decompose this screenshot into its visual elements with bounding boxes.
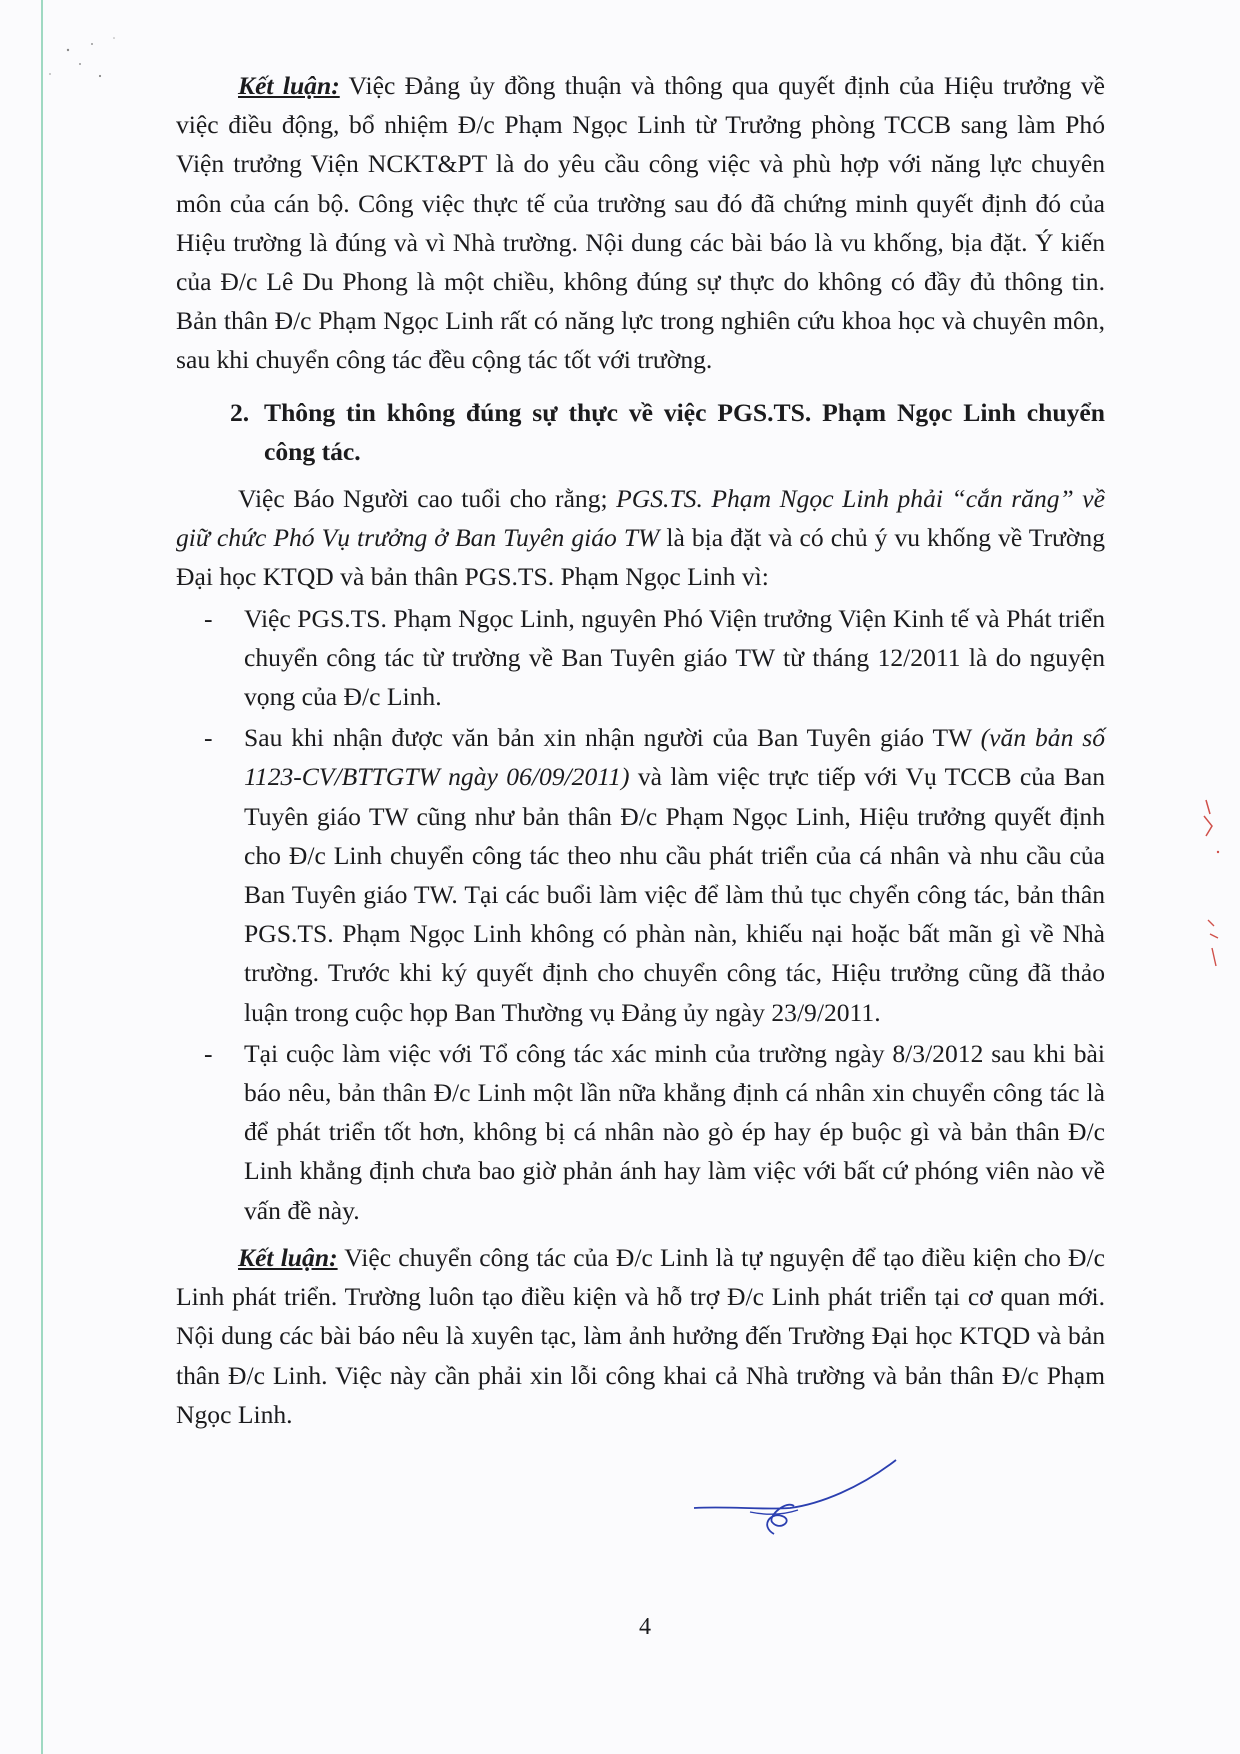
bullet-dash: - <box>204 1038 213 1068</box>
scan-speckles <box>30 30 120 100</box>
left-margin-rule <box>41 0 43 1754</box>
bullet-dash: - <box>204 723 213 753</box>
stamp-edge-mark <box>1198 914 1232 974</box>
intro-text-before: Việc Báo Người cao tuổi cho rằng; <box>238 484 617 514</box>
intro-text-after: là bịa đặt và có chủ ý vu khống về Trường Đại học KTQD và bản thân PGS.TS. Phạm Ngọc Linh vì: <box>176 523 1105 592</box>
conclusion-label: Kết luận: <box>238 71 340 100</box>
bullet-text: Việc PGS.TS. Phạm Ngọc Linh, nguyên Phó Viện trưởng Viện Kinh tế và Phát triển chuyển công tác từ trường về Ban Tuyên giáo TW từ tháng 12/2011 là do nguyện vọng của Đ/c Linh. <box>244 603 1105 712</box>
conclusion-text: Việc chuyển công tác của Đ/c Linh là tự nguyện để tạo điều kiện cho Đ/c Linh phát triển. Trường luôn tạo điều kiện và hỗ trợ Đ/c Linh phát triển tại cơ quan mới. Nội dung các bài báo nêu là xuyên tạc, làm ảnh hưởng đến Trường Đại học KTQD và bản thân Đ/c Linh. Việc này cần phải xin lỗi công khai cả Nhà trường và bản thân Đ/c Phạm Ngọc Linh. <box>176 1242 1105 1429</box>
conclusion-paragraph-1 <box>176 66 1105 380</box>
bullet-dash: - <box>204 603 213 633</box>
document-page <box>176 66 1105 1434</box>
section-number: 2. <box>230 397 250 427</box>
bullet-text-after: và làm việc trực tiếp với Vụ TCCB của Ban Tuyên giáo TW cũng như bản thân Đ/c Phạm Ngọc Linh, Hiệu trưởng quyết định cho Đ/c Linh chuyển công tác theo nhu cầu phát triển của cá nhân và nhu cầu của Ban Tuyên giáo TW. Tại các buổi làm việc để làm thủ tục chyển công tác, bản thân PGS.TS. Phạm Ngọc Linh không có phàn nàn, khiếu nại hoặc bất mãn gì về Nhà trường. Trước khi ký quyết định cho chuyển công tác, Hiệu trưởng cũng đã thảo luận trong cuộc họp Ban Thường vụ Đảng ủy ngày 23/9/2011. <box>244 762 1105 1027</box>
intro-quote: PGS.TS. Phạm Ngọc Linh phải “cắn răng” về giữ chức Phó Vụ trưởng ở Ban Tuyên giáo TW <box>176 484 1105 553</box>
handwritten-signature <box>690 1456 900 1536</box>
intro-paragraph <box>176 479 1105 597</box>
section-heading <box>176 393 1105 471</box>
bullet-text-before: Sau khi nhận được văn bản xin nhận người của Ban Tuyên giáo TW <box>244 723 981 753</box>
conclusion-label: Kết luận: <box>238 1242 338 1272</box>
stamp-edge-mark <box>1198 796 1232 856</box>
page-number: 4 <box>639 1614 651 1640</box>
bullet-item <box>176 599 1105 717</box>
bullet-text: Tại cuộc làm việc với Tổ công tác xác minh của trường ngày 8/3/2012 sau khi bài báo nêu, bản thân Đ/c Linh một lần nữa khẳng định cá nhân xin chuyển công tác là để phát triển tốt hơn, không bị cá nhân nào gò ép hay ép buộc gì và bản thân Đ/c Linh khẳng định chưa bao giờ phản ánh hay làm việc với bất cứ phóng viên nào về vấn đề này. <box>244 1038 1105 1225</box>
bullet-item <box>176 718 1105 1032</box>
conclusion-paragraph-2 <box>176 1238 1105 1434</box>
bullet-text <box>244 718 1105 1032</box>
bullet-reference: (văn bản số 1123-CV/BTTGTW ngày 06/09/2011) <box>244 723 1106 792</box>
section-title: Thông tin không đúng sự thực về việc PGS.TS. Phạm Ngọc Linh chuyển công tác. <box>264 397 1105 466</box>
bullet-item <box>176 1034 1105 1230</box>
conclusion-text: Việc Đảng ủy đồng thuận và thông qua quyết định của Hiệu trưởng về việc điều động, bổ nhiệm Đ/c Phạm Ngọc Linh từ Trưởng phòng TCCB sang làm Phó Viện trưởng Viện NCKT&PT là do yêu cầu công việc và phù hợp với năng lực chuyên môn của cán bộ. Công việc thực tế của trường sau đó đã chứng minh quyết định đó của Hiệu trường là đúng và vì Nhà trường. Nội dung các bài báo là vu khống, bịa đặt. Ý kiến của Đ/c Lê Du Phong là một chiều, không đúng sự thực do không có đầy đủ thông tin. Bản thân Đ/c Phạm Ngọc Linh rất có năng lực trong nghiên cứu khoa học và chuyên môn, sau khi chuyển công tác đều cộng tác tốt với trường. <box>176 71 1105 375</box>
